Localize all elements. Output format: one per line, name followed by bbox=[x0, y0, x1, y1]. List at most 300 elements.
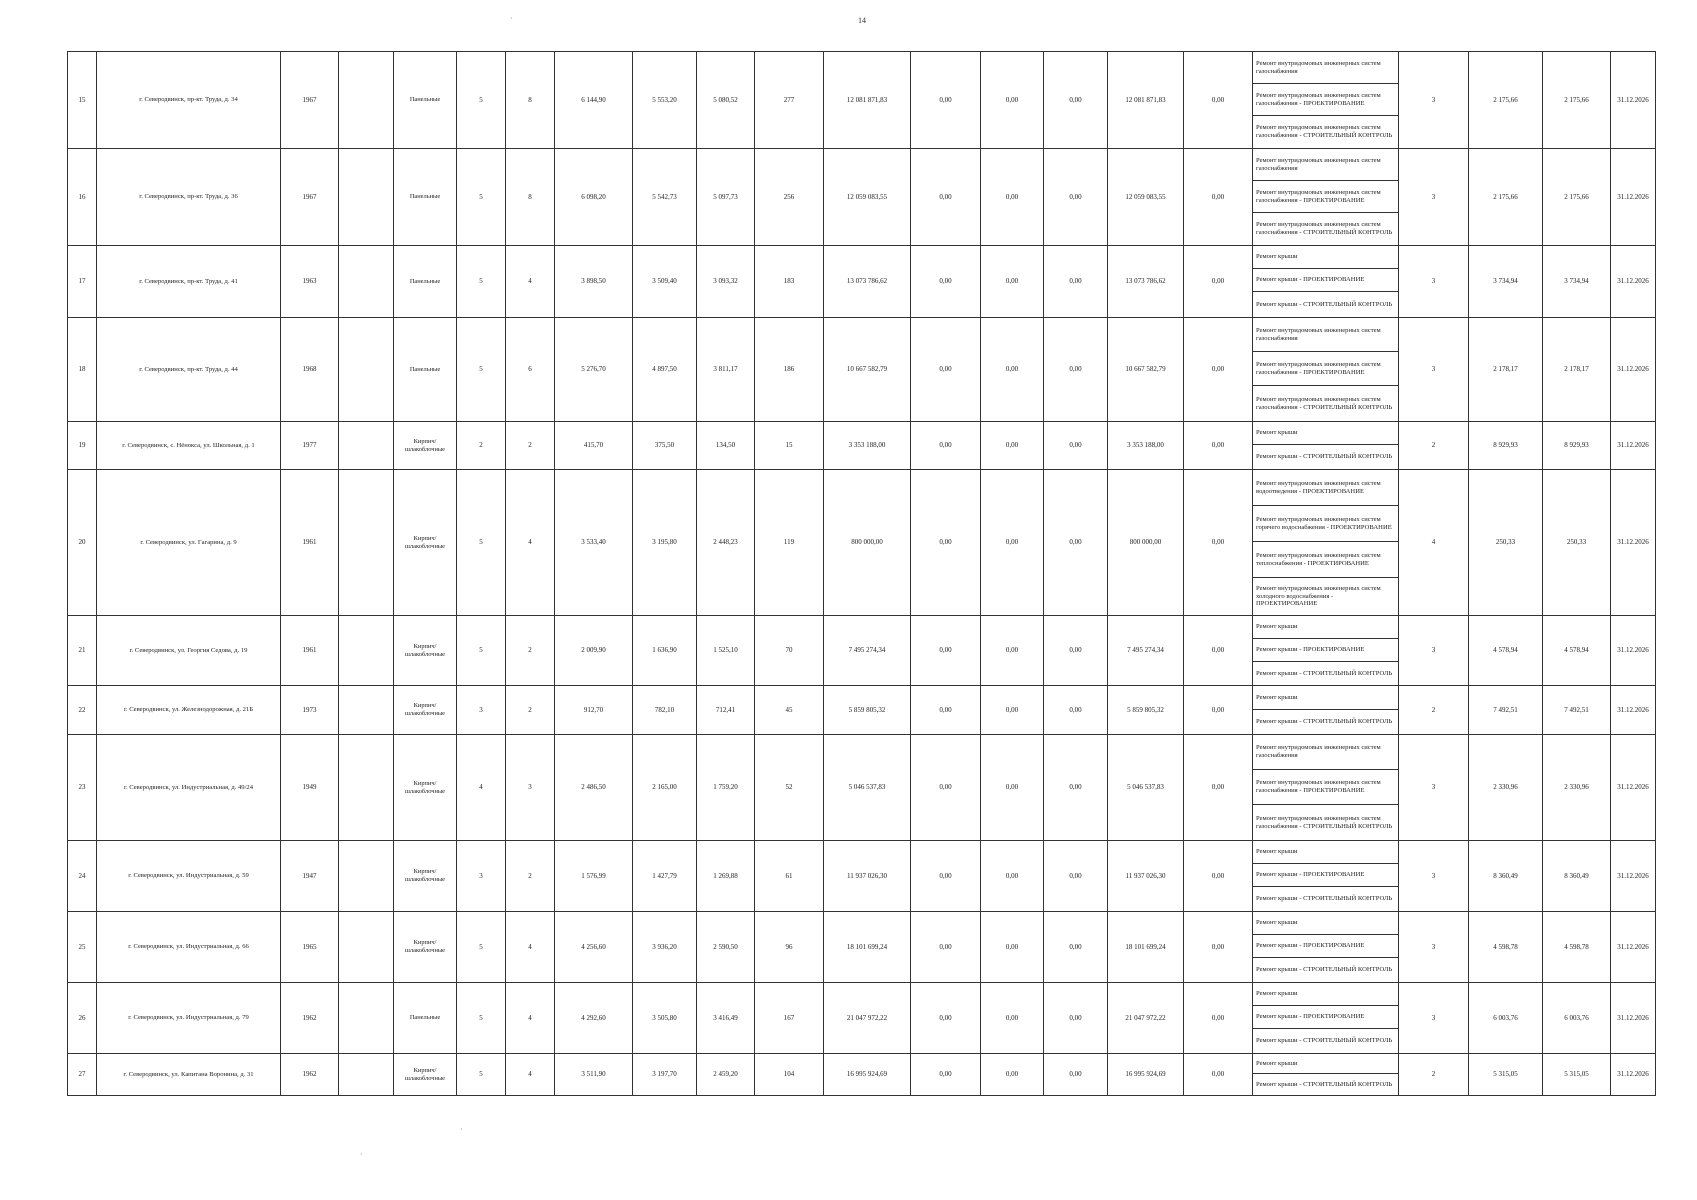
works-list-cell bbox=[1253, 686, 1399, 735]
cell-works-count: 3 bbox=[1399, 52, 1469, 149]
cell-floors: 3 bbox=[457, 841, 506, 912]
cell-area-living: 5 080,52 bbox=[697, 52, 755, 149]
cell-works-count: 2 bbox=[1399, 686, 1469, 735]
cell-residents: 186 bbox=[755, 318, 824, 422]
cell-area-premises: 3 936,20 bbox=[633, 912, 697, 983]
cell-commission bbox=[339, 912, 394, 983]
cell-commission bbox=[339, 616, 394, 686]
cell-entrances: 2 bbox=[506, 686, 555, 735]
cell-limit-cost: 4 578,94 bbox=[1543, 616, 1611, 686]
cell-year: 1968 bbox=[281, 318, 339, 422]
cell-year: 1977 bbox=[281, 422, 339, 470]
cell-owners: 16 995 924,69 bbox=[1108, 1054, 1184, 1096]
cell-residents: 277 bbox=[755, 52, 824, 149]
cell-cost-total: 12 081 871,83 bbox=[824, 52, 911, 149]
work-item: Ремонт внутридомовых инженерных систем газоснабжения - СТРОИТЕЛЬНЫЙ КОНТРОЛЬ bbox=[1256, 124, 1393, 139]
cell-budget-region: 0,00 bbox=[981, 470, 1044, 616]
cell-budget-region: 0,00 bbox=[981, 912, 1044, 983]
cell-budget-local: 0,00 bbox=[1044, 735, 1108, 841]
cell-no: 22 bbox=[68, 686, 97, 735]
work-item: Ремонт крыши - ПРОЕКТИРОВАНИЕ bbox=[1253, 1006, 1398, 1029]
cell-area-premises: 782,10 bbox=[633, 686, 697, 735]
cell-area-premises: 375,50 bbox=[633, 422, 697, 470]
cell-area-premises: 3 197,70 bbox=[633, 1054, 697, 1096]
work-item: Ремонт крыши - СТРОИТЕЛЬНЫЙ КОНТРОЛЬ bbox=[1256, 453, 1393, 461]
cell-fund: 0,00 bbox=[911, 52, 981, 149]
table-row bbox=[68, 149, 1656, 246]
cell-commission bbox=[339, 841, 394, 912]
cell-deadline: 31.12.2026 bbox=[1611, 52, 1656, 149]
work-item: Ремонт крыши - СТРОИТЕЛЬНЫЙ КОНТРОЛЬ bbox=[1256, 1037, 1393, 1045]
works-list-cell bbox=[1253, 1054, 1399, 1096]
cell-budget-region: 0,00 bbox=[981, 149, 1044, 246]
work-item: Ремонт крыши bbox=[1253, 983, 1398, 1006]
cell-address: г. Северодвинск, пр-кт. Труда, д. 41 bbox=[97, 246, 281, 318]
cell-floors: 5 bbox=[457, 470, 506, 616]
cell-area-total: 3 533,40 bbox=[555, 470, 633, 616]
cell-year: 1965 bbox=[281, 912, 339, 983]
cell-limit-cost: 2 178,17 bbox=[1543, 318, 1611, 422]
cell-address: г. Северодвинск, ул. Индустриальная, д. 49/24 bbox=[97, 735, 281, 841]
cell-fund: 0,00 bbox=[911, 912, 981, 983]
cell-material: Кирпич/ шлакоблочные bbox=[394, 735, 457, 841]
cell-budget-region: 0,00 bbox=[981, 318, 1044, 422]
scan-speck: · bbox=[360, 1150, 363, 1159]
cell-limit-cost: 5 315,05 bbox=[1543, 1054, 1611, 1096]
cell-commission bbox=[339, 470, 394, 616]
cell-fund: 0,00 bbox=[911, 470, 981, 616]
capital-repair-table bbox=[67, 51, 1656, 1096]
cell-material: Кирпич/ шлакоблочные bbox=[394, 841, 457, 912]
cell-works-count: 3 bbox=[1399, 912, 1469, 983]
cell-deadline: 31.12.2026 bbox=[1611, 912, 1656, 983]
cell-budget-region: 0,00 bbox=[981, 616, 1044, 686]
cell-residents: 52 bbox=[755, 735, 824, 841]
cell-residents: 96 bbox=[755, 912, 824, 983]
cell-floors: 5 bbox=[457, 246, 506, 318]
cell-budget-local: 0,00 bbox=[1044, 470, 1108, 616]
cell-residents: 61 bbox=[755, 841, 824, 912]
cell-entrances: 4 bbox=[506, 1054, 555, 1096]
cell-area-premises: 3 505,80 bbox=[633, 983, 697, 1054]
work-item: Ремонт внутридомовых инженерных систем газоснабжения bbox=[1253, 318, 1398, 352]
work-item: Ремонт крыши bbox=[1253, 246, 1398, 269]
cell-no: 19 bbox=[68, 422, 97, 470]
cell-owners: 13 073 786,62 bbox=[1108, 246, 1184, 318]
cell-unit-cost: 6 003,76 bbox=[1469, 983, 1543, 1054]
cell-area-premises: 1 427,79 bbox=[633, 841, 697, 912]
cell-area-total: 415,70 bbox=[555, 422, 633, 470]
cell-entrances: 2 bbox=[506, 616, 555, 686]
cell-limit-cost: 2 175,66 bbox=[1543, 52, 1611, 149]
cell-no: 21 bbox=[68, 616, 97, 686]
cell-year: 1967 bbox=[281, 149, 339, 246]
cell-area-total: 4 256,60 bbox=[555, 912, 633, 983]
cell-owners: 3 353 188,00 bbox=[1108, 422, 1184, 470]
cell-unit-cost: 4 598,78 bbox=[1469, 912, 1543, 983]
cell-entrances: 8 bbox=[506, 149, 555, 246]
cell-budget-local: 0,00 bbox=[1044, 246, 1108, 318]
cell-residents: 45 bbox=[755, 686, 824, 735]
cell-cost-total: 5 046 537,83 bbox=[824, 735, 911, 841]
cell-residents: 167 bbox=[755, 983, 824, 1054]
cell-unit-cost: 4 578,94 bbox=[1469, 616, 1543, 686]
cell-works-count: 3 bbox=[1399, 735, 1469, 841]
cell-deadline: 31.12.2026 bbox=[1611, 246, 1656, 318]
work-item: Ремонт крыши - СТРОИТЕЛЬНЫЙ КОНТРОЛЬ bbox=[1256, 300, 1393, 308]
cell-area-living: 2 459,20 bbox=[697, 1054, 755, 1096]
cell-entrances: 6 bbox=[506, 318, 555, 422]
cell-works-count: 3 bbox=[1399, 318, 1469, 422]
works-list-cell bbox=[1253, 318, 1399, 422]
cell-budget-region: 0,00 bbox=[981, 246, 1044, 318]
cell-owners: 11 937 026,30 bbox=[1108, 841, 1184, 912]
cell-no: 23 bbox=[68, 735, 97, 841]
cell-area-living: 5 097,73 bbox=[697, 149, 755, 246]
cell-address: г. Северодвинск, пр-кт. Труда, д. 44 bbox=[97, 318, 281, 422]
cell-floors: 2 bbox=[457, 422, 506, 470]
cell-floors: 5 bbox=[457, 983, 506, 1054]
cell-material: Кирпич/ шлакоблочные bbox=[394, 422, 457, 470]
cell-fund: 0,00 bbox=[911, 149, 981, 246]
cell-year: 1949 bbox=[281, 735, 339, 841]
cell-material: Кирпич/ шлакоблочные bbox=[394, 686, 457, 735]
cell-floors: 3 bbox=[457, 686, 506, 735]
cell-year: 1947 bbox=[281, 841, 339, 912]
cell-fund: 0,00 bbox=[911, 983, 981, 1054]
works-list-cell bbox=[1253, 246, 1399, 318]
cell-area-living: 2 590,50 bbox=[697, 912, 755, 983]
cell-area-living: 3 811,17 bbox=[697, 318, 755, 422]
cell-address: г. Северодвинск, ул. Железнодорожная, д. 21Б bbox=[97, 686, 281, 735]
cell-area-total: 3 511,90 bbox=[555, 1054, 633, 1096]
cell-deadline: 31.12.2026 bbox=[1611, 422, 1656, 470]
cell-material: Кирпич/ шлакоблочные bbox=[394, 1054, 457, 1096]
cell-area-premises: 5 553,20 bbox=[633, 52, 697, 149]
cell-unit-cost: 2 178,17 bbox=[1469, 318, 1543, 422]
cell-budget-local: 0,00 bbox=[1044, 422, 1108, 470]
cell-budget-local: 0,00 bbox=[1044, 52, 1108, 149]
cell-other: 0,00 bbox=[1184, 318, 1253, 422]
cell-deadline: 31.12.2026 bbox=[1611, 318, 1656, 422]
work-item: Ремонт внутридомовых инженерных систем газоснабжения - СТРОИТЕЛЬНЫЙ КОНТРОЛЬ bbox=[1256, 395, 1393, 411]
cell-no: 26 bbox=[68, 983, 97, 1054]
cell-address: г. Северодвинск, ул. Индустриальная, д. 79 bbox=[97, 983, 281, 1054]
work-item: Ремонт внутридомовых инженерных систем газоснабжения bbox=[1253, 149, 1398, 181]
cell-address: г. Северодвинск, пр-кт. Труда, д. 34 bbox=[97, 52, 281, 149]
cell-budget-local: 0,00 bbox=[1044, 318, 1108, 422]
cell-works-count: 3 bbox=[1399, 246, 1469, 318]
cell-cost-total: 7 495 274,34 bbox=[824, 616, 911, 686]
cell-material: Панельные bbox=[394, 52, 457, 149]
table-row bbox=[68, 983, 1656, 1054]
cell-area-living: 1 269,88 bbox=[697, 841, 755, 912]
table-row bbox=[68, 470, 1656, 616]
cell-unit-cost: 2 330,96 bbox=[1469, 735, 1543, 841]
table-row bbox=[68, 912, 1656, 983]
table-row bbox=[68, 735, 1656, 841]
cell-no: 17 bbox=[68, 246, 97, 318]
cell-deadline: 31.12.2026 bbox=[1611, 616, 1656, 686]
works-list-cell bbox=[1253, 52, 1399, 149]
cell-budget-local: 0,00 bbox=[1044, 149, 1108, 246]
work-item: Ремонт крыши - СТРОИТЕЛЬНЫЙ КОНТРОЛЬ bbox=[1256, 895, 1393, 903]
cell-unit-cost: 250,33 bbox=[1469, 470, 1543, 616]
works-list-cell bbox=[1253, 735, 1399, 841]
cell-other: 0,00 bbox=[1184, 149, 1253, 246]
cell-unit-cost: 2 175,66 bbox=[1469, 52, 1543, 149]
work-item: Ремонт внутридомовых инженерных систем газоснабжения - ПРОЕКТИРОВАНИЕ bbox=[1253, 352, 1398, 386]
cell-fund: 0,00 bbox=[911, 841, 981, 912]
cell-other: 0,00 bbox=[1184, 912, 1253, 983]
cell-commission bbox=[339, 318, 394, 422]
cell-area-total: 3 898,50 bbox=[555, 246, 633, 318]
cell-area-premises: 4 897,50 bbox=[633, 318, 697, 422]
cell-limit-cost: 6 003,76 bbox=[1543, 983, 1611, 1054]
cell-floors: 5 bbox=[457, 52, 506, 149]
cell-year: 1962 bbox=[281, 1054, 339, 1096]
cell-floors: 5 bbox=[457, 318, 506, 422]
cell-limit-cost: 4 598,78 bbox=[1543, 912, 1611, 983]
cell-entrances: 3 bbox=[506, 735, 555, 841]
cell-residents: 183 bbox=[755, 246, 824, 318]
cell-area-total: 4 292,60 bbox=[555, 983, 633, 1054]
cell-area-premises: 2 165,00 bbox=[633, 735, 697, 841]
cell-owners: 12 059 083,55 bbox=[1108, 149, 1184, 246]
cell-floors: 5 bbox=[457, 149, 506, 246]
cell-material: Кирпич/ шлакоблочные bbox=[394, 470, 457, 616]
cell-owners: 5 859 805,32 bbox=[1108, 686, 1184, 735]
cell-no: 20 bbox=[68, 470, 97, 616]
table-body bbox=[68, 52, 1656, 1096]
work-item: Ремонт крыши bbox=[1253, 1054, 1398, 1074]
cell-budget-local: 0,00 bbox=[1044, 1054, 1108, 1096]
cell-budget-region: 0,00 bbox=[981, 422, 1044, 470]
cell-floors: 5 bbox=[457, 1054, 506, 1096]
cell-no: 16 bbox=[68, 149, 97, 246]
work-item: Ремонт внутридомовых инженерных систем газоснабжения - СТРОИТЕЛЬНЫЙ КОНТРОЛЬ bbox=[1256, 814, 1393, 830]
work-item: Ремонт внутридомовых инженерных систем газоснабжения - ПРОЕКТИРОВАНИЕ bbox=[1253, 84, 1398, 116]
cell-address: г. Северодвинск, пр-кт. Труда, д. 36 bbox=[97, 149, 281, 246]
cell-deadline: 31.12.2026 bbox=[1611, 149, 1656, 246]
cell-commission bbox=[339, 246, 394, 318]
cell-area-total: 5 276,70 bbox=[555, 318, 633, 422]
cell-works-count: 2 bbox=[1399, 1054, 1469, 1096]
cell-residents: 256 bbox=[755, 149, 824, 246]
work-item: Ремонт крыши - ПРОЕКТИРОВАНИЕ bbox=[1253, 935, 1398, 958]
cell-residents: 15 bbox=[755, 422, 824, 470]
work-item: Ремонт внутридомовых инженерных систем горячего водоснабжения - ПРОЕКТИРОВАНИЕ bbox=[1253, 506, 1398, 542]
cell-commission bbox=[339, 983, 394, 1054]
cell-year: 1973 bbox=[281, 686, 339, 735]
work-item: Ремонт внутридомовых инженерных систем водоотведения - ПРОЕКТИРОВАНИЕ bbox=[1253, 470, 1398, 506]
cell-works-count: 4 bbox=[1399, 470, 1469, 616]
cell-residents: 70 bbox=[755, 616, 824, 686]
cell-cost-total: 21 047 972,22 bbox=[824, 983, 911, 1054]
cell-other: 0,00 bbox=[1184, 983, 1253, 1054]
cell-entrances: 4 bbox=[506, 983, 555, 1054]
cell-cost-total: 18 101 699,24 bbox=[824, 912, 911, 983]
cell-area-premises: 3 509,40 bbox=[633, 246, 697, 318]
cell-year: 1963 bbox=[281, 246, 339, 318]
cell-area-premises: 1 636,90 bbox=[633, 616, 697, 686]
work-item: Ремонт крыши - ПРОЕКТИРОВАНИЕ bbox=[1253, 864, 1398, 887]
cell-budget-local: 0,00 bbox=[1044, 983, 1108, 1054]
work-item: Ремонт крыши - СТРОИТЕЛЬНЫЙ КОНТРОЛЬ bbox=[1256, 966, 1393, 974]
cell-fund: 0,00 bbox=[911, 422, 981, 470]
cell-fund: 0,00 bbox=[911, 1054, 981, 1096]
cell-cost-total: 12 059 083,55 bbox=[824, 149, 911, 246]
work-item: Ремонт крыши bbox=[1253, 912, 1398, 935]
cell-commission bbox=[339, 735, 394, 841]
cell-area-total: 6 144,90 bbox=[555, 52, 633, 149]
cell-area-living: 712,41 bbox=[697, 686, 755, 735]
cell-area-total: 6 098,20 bbox=[555, 149, 633, 246]
cell-no: 15 bbox=[68, 52, 97, 149]
cell-commission bbox=[339, 149, 394, 246]
cell-works-count: 3 bbox=[1399, 841, 1469, 912]
cell-address: г. Северодвинск, ул. Капитана Воронина, д. 31 bbox=[97, 1054, 281, 1096]
work-item: Ремонт крыши - СТРОИТЕЛЬНЫЙ КОНТРОЛЬ bbox=[1256, 718, 1393, 726]
work-item: Ремонт внутридомовых инженерных систем теплоснабжения - ПРОЕКТИРОВАНИЕ bbox=[1253, 542, 1398, 578]
cell-fund: 0,00 bbox=[911, 246, 981, 318]
works-list-cell bbox=[1253, 149, 1399, 246]
cell-owners: 21 047 972,22 bbox=[1108, 983, 1184, 1054]
table-row bbox=[68, 246, 1656, 318]
work-item: Ремонт крыши - СТРОИТЕЛЬНЫЙ КОНТРОЛЬ bbox=[1256, 669, 1393, 677]
cell-limit-cost: 2 330,96 bbox=[1543, 735, 1611, 841]
cell-fund: 0,00 bbox=[911, 318, 981, 422]
cell-cost-total: 13 073 786,62 bbox=[824, 246, 911, 318]
work-item: Ремонт крыши - ПРОЕКТИРОВАНИЕ bbox=[1253, 269, 1398, 292]
cell-entrances: 2 bbox=[506, 841, 555, 912]
cell-material: Панельные bbox=[394, 246, 457, 318]
cell-owners: 5 046 537,83 bbox=[1108, 735, 1184, 841]
work-item: Ремонт внутридомовых инженерных систем газоснабжения - СТРОИТЕЛЬНЫЙ КОНТРОЛЬ bbox=[1256, 221, 1393, 236]
cell-address: г. Северодвинск, с. Нёнокса, ул. Школьная, д. 1 bbox=[97, 422, 281, 470]
work-item: Ремонт крыши - СТРОИТЕЛЬНЫЙ КОНТРОЛЬ bbox=[1256, 1080, 1393, 1088]
cell-limit-cost: 8 929,93 bbox=[1543, 422, 1611, 470]
work-item: Ремонт крыши - ПРОЕКТИРОВАНИЕ bbox=[1253, 639, 1398, 662]
cell-entrances: 4 bbox=[506, 912, 555, 983]
cell-year: 1967 bbox=[281, 52, 339, 149]
cell-entrances: 4 bbox=[506, 246, 555, 318]
cell-cost-total: 800 000,00 bbox=[824, 470, 911, 616]
cell-budget-local: 0,00 bbox=[1044, 841, 1108, 912]
cell-budget-region: 0,00 bbox=[981, 735, 1044, 841]
cell-budget-region: 0,00 bbox=[981, 1054, 1044, 1096]
cell-cost-total: 16 995 924,69 bbox=[824, 1054, 911, 1096]
cell-area-total: 2 009,90 bbox=[555, 616, 633, 686]
cell-other: 0,00 bbox=[1184, 1054, 1253, 1096]
work-item: Ремонт крыши bbox=[1253, 686, 1398, 710]
cell-area-living: 1 525,10 bbox=[697, 616, 755, 686]
cell-budget-region: 0,00 bbox=[981, 983, 1044, 1054]
cell-area-living: 134,50 bbox=[697, 422, 755, 470]
cell-year: 1962 bbox=[281, 983, 339, 1054]
cell-unit-cost: 5 315,05 bbox=[1469, 1054, 1543, 1096]
table-row bbox=[68, 318, 1656, 422]
cell-limit-cost: 250,33 bbox=[1543, 470, 1611, 616]
work-item: Ремонт внутридомовых инженерных систем газоснабжения - ПРОЕКТИРОВАНИЕ bbox=[1253, 770, 1398, 805]
cell-commission bbox=[339, 52, 394, 149]
cell-budget-local: 0,00 bbox=[1044, 686, 1108, 735]
cell-material: Панельные bbox=[394, 149, 457, 246]
scan-speck: · bbox=[460, 1125, 463, 1134]
cell-area-living: 3 093,32 bbox=[697, 246, 755, 318]
cell-deadline: 31.12.2026 bbox=[1611, 470, 1656, 616]
cell-entrances: 2 bbox=[506, 422, 555, 470]
cell-area-total: 1 576,99 bbox=[555, 841, 633, 912]
works-list-cell bbox=[1253, 912, 1399, 983]
work-item: Ремонт крыши bbox=[1253, 841, 1398, 864]
cell-limit-cost: 2 175,66 bbox=[1543, 149, 1611, 246]
cell-material: Панельные bbox=[394, 318, 457, 422]
cell-area-living: 2 448,23 bbox=[697, 470, 755, 616]
cell-residents: 104 bbox=[755, 1054, 824, 1096]
cell-cost-total: 5 859 805,32 bbox=[824, 686, 911, 735]
cell-cost-total: 10 667 582,79 bbox=[824, 318, 911, 422]
cell-no: 18 bbox=[68, 318, 97, 422]
cell-unit-cost: 2 175,66 bbox=[1469, 149, 1543, 246]
cell-other: 0,00 bbox=[1184, 841, 1253, 912]
cell-owners: 12 081 871,83 bbox=[1108, 52, 1184, 149]
cell-unit-cost: 3 734,94 bbox=[1469, 246, 1543, 318]
works-list-cell bbox=[1253, 841, 1399, 912]
cell-area-premises: 3 195,80 bbox=[633, 470, 697, 616]
cell-year: 1961 bbox=[281, 616, 339, 686]
cell-other: 0,00 bbox=[1184, 470, 1253, 616]
works-list-cell bbox=[1253, 616, 1399, 686]
cell-other: 0,00 bbox=[1184, 616, 1253, 686]
cell-year: 1961 bbox=[281, 470, 339, 616]
cell-floors: 5 bbox=[457, 912, 506, 983]
cell-no: 27 bbox=[68, 1054, 97, 1096]
cell-budget-region: 0,00 bbox=[981, 841, 1044, 912]
work-item: Ремонт крыши bbox=[1253, 616, 1398, 639]
cell-no: 25 bbox=[68, 912, 97, 983]
table-row bbox=[68, 422, 1656, 470]
cell-unit-cost: 8 360,49 bbox=[1469, 841, 1543, 912]
cell-limit-cost: 7 492,51 bbox=[1543, 686, 1611, 735]
cell-other: 0,00 bbox=[1184, 422, 1253, 470]
work-item: Ремонт внутридомовых инженерных систем холодного водоснабжения - ПРОЕКТИРОВАНИЕ bbox=[1256, 585, 1381, 608]
table-row bbox=[68, 841, 1656, 912]
table-row bbox=[68, 616, 1656, 686]
cell-fund: 0,00 bbox=[911, 686, 981, 735]
cell-deadline: 31.12.2026 bbox=[1611, 1054, 1656, 1096]
cell-works-count: 2 bbox=[1399, 422, 1469, 470]
cell-address: г. Северодвинск, ул. Гагарина, д. 9 bbox=[97, 470, 281, 616]
cell-limit-cost: 3 734,94 bbox=[1543, 246, 1611, 318]
cell-other: 0,00 bbox=[1184, 686, 1253, 735]
cell-address: г. Северодвинск, ул. Георгия Седова, д. 19 bbox=[97, 616, 281, 686]
cell-budget-local: 0,00 bbox=[1044, 616, 1108, 686]
cell-works-count: 3 bbox=[1399, 616, 1469, 686]
cell-fund: 0,00 bbox=[911, 616, 981, 686]
cell-budget-region: 0,00 bbox=[981, 52, 1044, 149]
cell-deadline: 31.12.2026 bbox=[1611, 983, 1656, 1054]
cell-unit-cost: 7 492,51 bbox=[1469, 686, 1543, 735]
cell-address: г. Северодвинск, ул. Индустриальная, д. 59 bbox=[97, 841, 281, 912]
cell-cost-total: 3 353 188,00 bbox=[824, 422, 911, 470]
cell-cost-total: 11 937 026,30 bbox=[824, 841, 911, 912]
work-item: Ремонт внутридомовых инженерных систем газоснабжения bbox=[1253, 735, 1398, 770]
cell-owners: 10 667 582,79 bbox=[1108, 318, 1184, 422]
cell-area-premises: 5 542,73 bbox=[633, 149, 697, 246]
table-row bbox=[68, 1054, 1656, 1096]
cell-fund: 0,00 bbox=[911, 735, 981, 841]
